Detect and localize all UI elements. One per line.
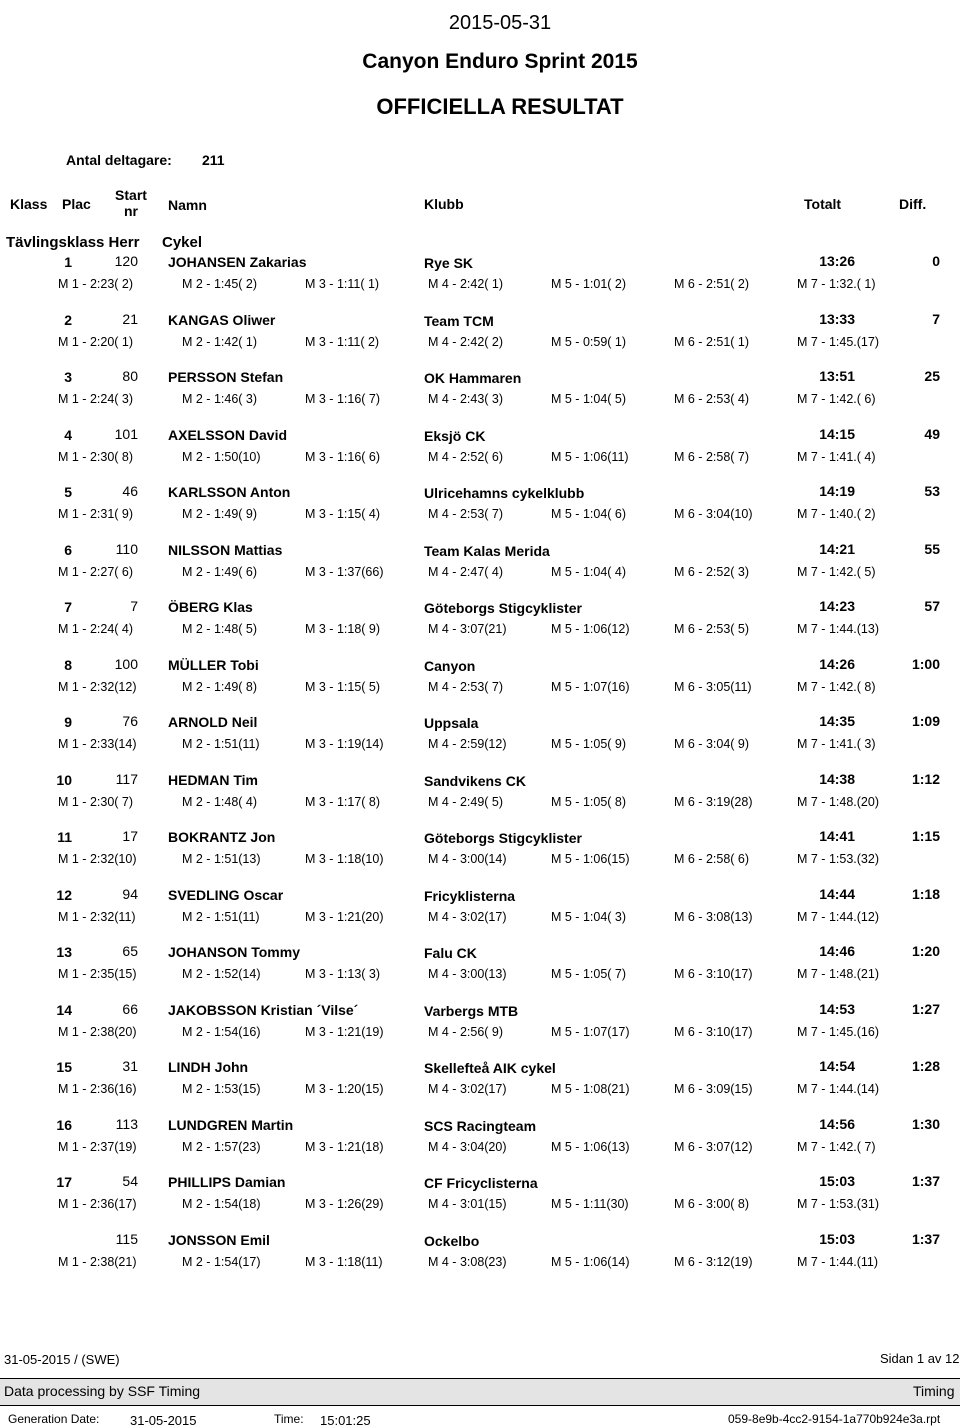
split-time: M 2 - 1:52(14) <box>182 967 261 981</box>
result-row <box>0 312 960 362</box>
split-time: M 3 - 1:19(14) <box>305 737 384 751</box>
placement: 15 <box>56 1059 72 1075</box>
split-time: M 7 - 1:48.(20) <box>797 795 879 809</box>
split-time: M 6 - 2:52( 3) <box>674 565 750 579</box>
start-number: 113 <box>115 1116 138 1132</box>
time-diff: 1:28 <box>911 1058 940 1074</box>
split-times <box>0 1025 960 1043</box>
split-time: M 7 - 1:32.( 1) <box>797 277 876 291</box>
split-times <box>0 1140 960 1158</box>
split-time: M 3 - 1:18(10) <box>305 852 384 866</box>
time-diff: 1:30 <box>911 1116 940 1132</box>
result-row <box>0 1117 960 1167</box>
col-totalt: Totalt <box>804 196 842 212</box>
split-time: M 3 - 1:11( 1) <box>305 277 380 291</box>
placement: 4 <box>64 427 72 443</box>
split-time: M 3 - 1:21(20) <box>305 910 384 924</box>
split-time: M 1 - 2:36(16) <box>58 1082 137 1096</box>
rider-name: AXELSSON David <box>168 427 288 443</box>
split-time: M 2 - 1:46( 3) <box>182 392 258 406</box>
split-time: M 7 - 1:41.( 4) <box>797 450 876 464</box>
time-diff: 1:27 <box>911 1001 940 1017</box>
split-time: M 5 - 1:08(21) <box>551 1082 630 1096</box>
total-time: 14:19 <box>819 483 855 499</box>
split-times <box>0 910 960 928</box>
event-title: Canyon Enduro Sprint 2015 <box>362 50 638 73</box>
total-time: 13:33 <box>819 311 855 327</box>
start-number: 7 <box>130 598 138 614</box>
split-time: M 5 - 1:07(17) <box>551 1025 630 1039</box>
split-time: M 5 - 1:06(12) <box>551 622 630 636</box>
rider-name: SVEDLING Oscar <box>168 887 284 903</box>
total-time: 14:44 <box>819 886 855 902</box>
split-time: M 6 - 2:53( 4) <box>674 392 750 406</box>
start-number: 21 <box>122 311 138 327</box>
class-discipline: Cykel <box>162 234 203 251</box>
placement: 1 <box>64 254 72 270</box>
result-row <box>0 944 960 994</box>
rider-name: KARLSSON Anton <box>168 484 291 500</box>
split-time: M 5 - 1:04( 5) <box>551 392 627 406</box>
total-time: 13:26 <box>819 253 855 269</box>
split-time: M 2 - 1:53(15) <box>182 1082 261 1096</box>
split-time: M 3 - 1:37(66) <box>305 565 384 579</box>
result-row <box>0 887 960 937</box>
split-times <box>0 1082 960 1100</box>
total-time: 14:54 <box>819 1058 855 1074</box>
split-time: M 5 - 1:05( 9) <box>551 737 627 751</box>
split-times <box>0 565 960 583</box>
col-namn: Namn <box>168 197 207 213</box>
split-times <box>0 450 960 468</box>
result-row <box>0 1174 960 1224</box>
timing-label: Timing <box>913 1383 955 1399</box>
start-number: 46 <box>122 483 138 499</box>
split-time: M 4 - 2:52( 6) <box>428 450 504 464</box>
total-time: 14:35 <box>819 713 855 729</box>
split-time: M 5 - 1:01( 2) <box>551 277 627 291</box>
split-time: M 5 - 1:06(11) <box>551 450 629 464</box>
total-time: 14:53 <box>819 1001 855 1017</box>
split-time: M 6 - 3:00( 8) <box>674 1197 750 1211</box>
rider-name: PERSSON Stefan <box>168 369 284 385</box>
total-time: 14:38 <box>819 771 855 787</box>
club-name: Eksjö CK <box>424 428 486 444</box>
split-time: M 2 - 1:48( 5) <box>182 622 258 636</box>
rider-name: KANGAS Oliwer <box>168 312 276 328</box>
split-time: M 7 - 1:44.(12) <box>797 910 879 924</box>
split-time: M 5 - 1:07(16) <box>551 680 630 694</box>
split-time: M 6 - 3:09(15) <box>674 1082 753 1096</box>
split-time: M 4 - 3:07(21) <box>428 622 507 636</box>
result-row <box>0 484 960 534</box>
split-time: M 4 - 3:08(23) <box>428 1255 507 1269</box>
split-time: M 5 - 1:04( 6) <box>551 507 627 521</box>
split-time: M 2 - 1:51(13) <box>182 852 261 866</box>
footer-date: 31-05-2015 / (SWE) <box>4 1352 120 1367</box>
time-diff: 7 <box>932 311 940 327</box>
time-diff: 25 <box>924 368 940 384</box>
placement: 16 <box>56 1117 72 1133</box>
start-number: 54 <box>122 1173 138 1189</box>
rider-name: JAKOBSSON Kristian ´Vilse´ <box>168 1002 359 1018</box>
generation-date-value: 31-05-2015 <box>130 1413 197 1428</box>
col-startnr <box>113 187 149 219</box>
result-row <box>0 1002 960 1052</box>
split-times <box>0 852 960 870</box>
result-row <box>0 254 960 304</box>
split-time: M 2 - 1:48( 4) <box>182 795 258 809</box>
split-time: M 6 - 3:10(17) <box>674 1025 753 1039</box>
total-time: 14:26 <box>819 656 855 672</box>
time-label: Time: <box>274 1412 304 1426</box>
split-time: M 4 - 2:59(12) <box>428 737 507 751</box>
split-time: M 1 - 2:31( 9) <box>58 507 134 521</box>
split-time: M 5 - 1:04( 3) <box>551 910 627 924</box>
time-diff: 1:37 <box>911 1231 940 1247</box>
split-times <box>0 967 960 985</box>
split-time: M 6 - 3:05(11) <box>674 680 752 694</box>
split-time: M 1 - 2:36(17) <box>58 1197 137 1211</box>
club-name: Göteborgs Stigcyklister <box>424 830 582 846</box>
split-time: M 3 - 1:16( 7) <box>305 392 381 406</box>
split-time: M 7 - 1:44.(11) <box>797 1255 879 1269</box>
time-diff: 49 <box>924 426 940 442</box>
club-name: Fricyklisterna <box>424 888 516 904</box>
club-name: Team Kalas Merida <box>424 543 550 559</box>
split-time: M 7 - 1:41.( 3) <box>797 737 876 751</box>
split-time: M 7 - 1:44.(13) <box>797 622 879 636</box>
split-times <box>0 277 960 295</box>
start-number: 110 <box>115 541 138 557</box>
total-time: 15:03 <box>819 1231 855 1247</box>
placement: 6 <box>64 542 72 558</box>
result-row <box>0 657 960 707</box>
start-number: 80 <box>122 368 138 384</box>
split-time: M 4 - 2:47( 4) <box>428 565 504 579</box>
split-times <box>0 335 960 353</box>
start-number: 66 <box>122 1001 138 1017</box>
total-time: 14:41 <box>819 828 855 844</box>
split-time: M 2 - 1:57(23) <box>182 1140 261 1154</box>
club-name: Göteborgs Stigcyklister <box>424 600 582 616</box>
club-name: Varbergs MTB <box>424 1003 519 1019</box>
club-name: Skellefteå AIK cykel <box>424 1060 556 1076</box>
split-time: M 2 - 1:49( 8) <box>182 680 258 694</box>
club-name: Ockelbo <box>424 1233 480 1249</box>
placement: 9 <box>64 714 72 730</box>
split-time: M 2 - 1:51(11) <box>182 910 260 924</box>
time-diff: 1:20 <box>911 943 940 959</box>
placement: 11 <box>57 829 72 845</box>
club-name: Falu CK <box>424 945 477 961</box>
split-time: M 1 - 2:24( 3) <box>58 392 134 406</box>
rider-name: JOHANSEN Zakarias <box>168 254 307 270</box>
rider-name: BOKRANTZ Jon <box>168 829 276 845</box>
split-time: M 1 - 2:33(14) <box>58 737 137 751</box>
club-name: Canyon <box>424 658 476 674</box>
split-time: M 3 - 1:26(29) <box>305 1197 384 1211</box>
split-time: M 1 - 2:30( 7) <box>58 795 134 809</box>
time-diff: 55 <box>924 541 940 557</box>
report-subtitle: OFFICIELLA RESULTAT <box>376 94 624 119</box>
split-time: M 5 - 1:05( 8) <box>551 795 627 809</box>
rider-name: LINDH John <box>168 1059 249 1075</box>
time-diff: 1:00 <box>911 656 940 672</box>
result-row <box>0 829 960 879</box>
start-number: 76 <box>122 713 138 729</box>
placement: 12 <box>56 887 72 903</box>
participants-count: 211 <box>202 152 225 168</box>
split-time: M 4 - 3:00(13) <box>428 967 507 981</box>
split-time: M 7 - 1:53.(32) <box>797 852 879 866</box>
start-number: 117 <box>115 771 138 787</box>
time-diff: 1:12 <box>911 771 940 787</box>
split-time: M 3 - 1:21(19) <box>305 1025 384 1039</box>
club-name: SCS Racingteam <box>424 1118 537 1134</box>
split-time: M 1 - 2:37(19) <box>58 1140 137 1154</box>
club-name: Rye SK <box>424 255 474 271</box>
split-time: M 6 - 2:51( 1) <box>674 335 750 349</box>
rider-name: JONSSON Emil <box>168 1232 270 1248</box>
time-diff: 1:09 <box>911 713 940 729</box>
generation-date-label: Generation Date: <box>8 1412 100 1426</box>
club-name: Sandvikens CK <box>424 773 526 789</box>
split-time: M 7 - 1:44.(14) <box>797 1082 879 1096</box>
split-time: M 2 - 1:51(11) <box>182 737 260 751</box>
split-times <box>0 795 960 813</box>
start-number: 94 <box>122 886 138 902</box>
class-title <box>6 234 203 251</box>
split-times <box>0 392 960 410</box>
split-time: M 3 - 1:21(18) <box>305 1140 384 1154</box>
result-row <box>0 599 960 649</box>
split-time: M 5 - 1:11(30) <box>551 1197 629 1211</box>
split-time: M 5 - 1:06(13) <box>551 1140 630 1154</box>
split-time: M 1 - 2:35(15) <box>58 967 137 981</box>
split-time: M 7 - 1:42.( 5) <box>797 565 876 579</box>
placement: 8 <box>64 657 72 673</box>
data-processing-credit: Data processing by SSF Timing <box>4 1383 201 1399</box>
col-plac: Plac <box>62 196 91 212</box>
result-row <box>0 1059 960 1109</box>
split-time: M 1 - 2:32(11) <box>58 910 136 924</box>
time-diff: 1:15 <box>911 828 940 844</box>
split-time: M 4 - 2:49( 5) <box>428 795 504 809</box>
class-name: Tävlingsklass Herr <box>6 234 140 251</box>
split-time: M 1 - 2:27( 6) <box>58 565 134 579</box>
split-time: M 3 - 1:17( 8) <box>305 795 381 809</box>
col-startnr-line1: Start <box>115 187 147 203</box>
split-time: M 1 - 2:24( 4) <box>58 622 134 636</box>
club-name: OK Hammaren <box>424 370 522 386</box>
time-diff: 1:37 <box>911 1173 940 1189</box>
split-time: M 1 - 2:30( 8) <box>58 450 134 464</box>
split-time: M 2 - 1:42( 1) <box>182 335 258 349</box>
split-time: M 1 - 2:38(21) <box>58 1255 137 1269</box>
split-times <box>0 680 960 698</box>
split-time: M 1 - 2:23( 2) <box>58 277 134 291</box>
split-time: M 6 - 2:58( 7) <box>674 450 750 464</box>
result-row <box>0 427 960 477</box>
split-time: M 7 - 1:42.( 6) <box>797 392 876 406</box>
time-diff: 0 <box>932 253 940 269</box>
total-time: 14:46 <box>819 943 855 959</box>
split-time: M 1 - 2:32(10) <box>58 852 137 866</box>
club-name: Ulricehamns cykelklubb <box>424 485 585 501</box>
start-number: 65 <box>122 943 138 959</box>
total-time: 14:15 <box>819 426 855 442</box>
split-times <box>0 1197 960 1215</box>
split-time: M 6 - 3:07(12) <box>674 1140 753 1154</box>
placement: 5 <box>64 484 72 500</box>
split-time: M 4 - 3:02(17) <box>428 910 507 924</box>
split-time: M 3 - 1:18( 9) <box>305 622 381 636</box>
start-number: 120 <box>114 253 138 269</box>
split-time: M 6 - 3:04(10) <box>674 507 753 521</box>
split-time: M 6 - 3:12(19) <box>674 1255 753 1269</box>
split-time: M 5 - 1:06(14) <box>551 1255 630 1269</box>
split-times <box>0 1255 960 1273</box>
result-row <box>0 714 960 764</box>
split-time: M 6 - 3:10(17) <box>674 967 753 981</box>
rider-name: JOHANSON Tommy <box>168 944 300 960</box>
rider-name: MÜLLER Tobi <box>168 657 259 673</box>
split-time: M 4 - 2:43( 3) <box>428 392 504 406</box>
placement: 17 <box>56 1174 72 1190</box>
col-startnr-line2: nr <box>124 203 138 219</box>
club-name: CF Fricyclisterna <box>424 1175 538 1191</box>
split-time: M 5 - 1:04( 4) <box>551 565 627 579</box>
start-number: 101 <box>114 426 138 442</box>
col-diff: Diff. <box>899 196 927 212</box>
split-time: M 7 - 1:45.(16) <box>797 1025 879 1039</box>
start-number: 17 <box>122 828 138 844</box>
total-time: 14:56 <box>819 1116 855 1132</box>
split-time: M 7 - 1:42.( 8) <box>797 680 876 694</box>
total-time: 13:51 <box>819 368 855 384</box>
split-time: M 7 - 1:48.(21) <box>797 967 879 981</box>
participants-label: Antal deltagare: <box>66 152 172 168</box>
split-time: M 3 - 1:20(15) <box>305 1082 384 1096</box>
split-time: M 2 - 1:45( 2) <box>182 277 258 291</box>
time-diff: 1:18 <box>911 886 940 902</box>
split-time: M 7 - 1:40.( 2) <box>797 507 876 521</box>
result-row <box>0 369 960 419</box>
split-time: M 6 - 2:51( 2) <box>674 277 750 291</box>
result-row <box>0 772 960 822</box>
placement: 13 <box>56 944 72 960</box>
total-time: 14:21 <box>819 541 855 557</box>
time-diff: 57 <box>924 598 940 614</box>
total-time: 14:23 <box>819 598 855 614</box>
club-name: Uppsala <box>424 715 479 731</box>
split-time: M 6 - 3:04( 9) <box>674 737 750 751</box>
split-time: M 1 - 2:32(12) <box>58 680 137 694</box>
split-time: M 2 - 1:54(17) <box>182 1255 261 1269</box>
col-klubb: Klubb <box>424 196 464 212</box>
page-indicator: Sidan 1 av 12 <box>880 1351 960 1366</box>
split-time: M 3 - 1:16( 6) <box>305 450 381 464</box>
placement: 7 <box>64 599 72 615</box>
report-file-id: 059-8e9b-4cc2-9154-1a770b924e3a.rpt <box>728 1412 941 1426</box>
rider-name: LUNDGREN Martin <box>168 1117 294 1133</box>
split-times <box>0 622 960 640</box>
split-time: M 5 - 1:06(15) <box>551 852 630 866</box>
split-time: M 4 - 2:42( 2) <box>428 335 504 349</box>
split-time: M 3 - 1:15( 4) <box>305 507 381 521</box>
split-time: M 1 - 2:38(20) <box>58 1025 137 1039</box>
time-value: 15:01:25 <box>320 1413 371 1428</box>
split-time: M 4 - 3:00(14) <box>428 852 507 866</box>
split-times <box>0 737 960 755</box>
split-time: M 6 - 2:53( 5) <box>674 622 750 636</box>
rider-name: ÖBERG Klas <box>168 599 253 615</box>
split-time: M 4 - 3:04(20) <box>428 1140 507 1154</box>
split-time: M 3 - 1:15( 5) <box>305 680 381 694</box>
placement: 2 <box>64 312 72 328</box>
split-time: M 4 - 3:01(15) <box>428 1197 507 1211</box>
split-time: M 5 - 1:05( 7) <box>551 967 627 981</box>
split-time: M 4 - 2:56( 9) <box>428 1025 504 1039</box>
split-times <box>0 507 960 525</box>
split-time: M 2 - 1:54(18) <box>182 1197 261 1211</box>
start-number: 115 <box>115 1231 138 1247</box>
placement: 10 <box>56 772 72 788</box>
split-time: M 2 - 1:49( 6) <box>182 565 258 579</box>
time-diff: 53 <box>924 483 940 499</box>
club-name: Team TCM <box>424 313 494 329</box>
split-time: M 7 - 1:53.(31) <box>797 1197 879 1211</box>
split-time: M 6 - 3:08(13) <box>674 910 753 924</box>
rider-name: PHILLIPS Damian <box>168 1174 286 1190</box>
split-time: M 4 - 3:02(17) <box>428 1082 507 1096</box>
start-number: 100 <box>114 656 138 672</box>
split-time: M 3 - 1:13( 3) <box>305 967 381 981</box>
split-time: M 5 - 0:59( 1) <box>551 335 627 349</box>
col-klass: Klass <box>10 196 48 212</box>
split-time: M 2 - 1:50(10) <box>182 450 261 464</box>
placement: 3 <box>64 369 72 385</box>
split-time: M 1 - 2:20( 1) <box>58 335 134 349</box>
placement: 14 <box>56 1002 72 1018</box>
report-date: 2015-05-31 <box>448 12 552 34</box>
split-time: M 6 - 3:19(28) <box>674 795 753 809</box>
split-time: M 3 - 1:11( 2) <box>305 335 380 349</box>
split-time: M 7 - 1:42.( 7) <box>797 1140 876 1154</box>
start-number: 31 <box>122 1058 138 1074</box>
split-time: M 4 - 2:42( 1) <box>428 277 504 291</box>
rider-name: HEDMAN Tim <box>168 772 258 788</box>
split-time: M 7 - 1:45.(17) <box>797 335 879 349</box>
split-time: M 4 - 2:53( 7) <box>428 507 504 521</box>
split-time: M 2 - 1:54(16) <box>182 1025 261 1039</box>
split-time: M 2 - 1:49( 9) <box>182 507 258 521</box>
split-time: M 3 - 1:18(11) <box>305 1255 383 1269</box>
total-time: 15:03 <box>819 1173 855 1189</box>
rider-name: ARNOLD Neil <box>168 714 258 730</box>
split-time: M 6 - 2:58( 6) <box>674 852 750 866</box>
split-time: M 4 - 2:53( 7) <box>428 680 504 694</box>
rider-name: NILSSON Mattias <box>168 542 283 558</box>
result-row <box>0 1232 960 1282</box>
footer-bar <box>0 1378 960 1406</box>
result-row <box>0 542 960 592</box>
